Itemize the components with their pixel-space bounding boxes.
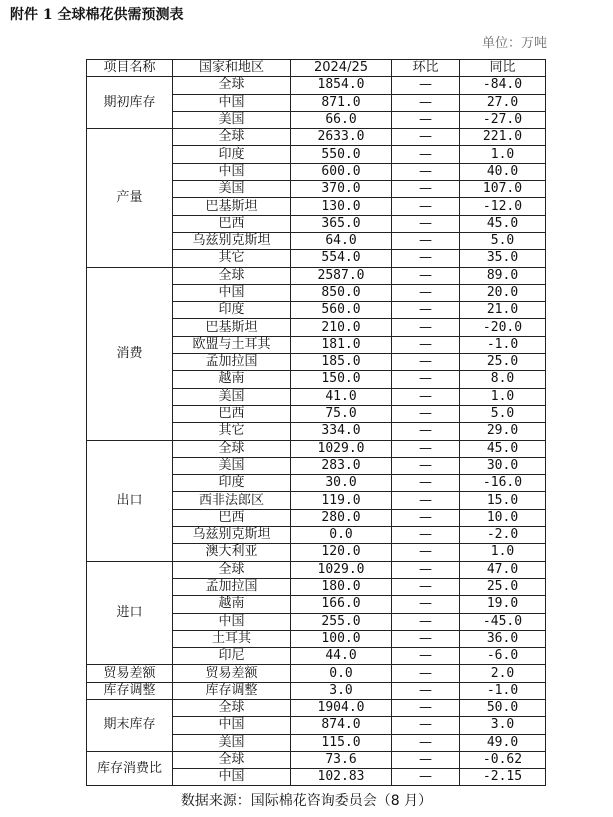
value-cell: 210.0 — [291, 319, 392, 336]
region-cell: 美国 — [173, 111, 291, 128]
mom-cell: — — [392, 665, 460, 682]
value-cell: 600.0 — [291, 163, 392, 180]
source-note: 数据来源：国际棉花咨询委员会（8 月） — [180, 793, 433, 809]
region-cell: 全球 — [173, 440, 291, 457]
region-cell: 中国 — [173, 163, 291, 180]
value-cell: 1854.0 — [291, 77, 392, 94]
region-cell: 欧盟与土耳其 — [173, 336, 291, 353]
mom-cell: — — [392, 250, 460, 267]
value-cell: 365.0 — [291, 215, 392, 232]
region-cell: 美国 — [173, 457, 291, 474]
region-cell: 巴基斯坦 — [173, 198, 291, 215]
mom-cell: — — [392, 769, 460, 786]
region-cell: 澳大利亚 — [173, 544, 291, 561]
value-cell: 0.0 — [291, 527, 392, 544]
value-cell: 66.0 — [291, 111, 392, 128]
region-cell: 中国 — [173, 613, 291, 630]
value-cell: 0.0 — [291, 665, 392, 682]
yoy-cell: 89.0 — [460, 267, 546, 284]
mom-cell: — — [392, 613, 460, 630]
mom-cell: — — [392, 475, 460, 492]
region-cell: 巴西 — [173, 215, 291, 232]
item-name-cell: 出口 — [87, 440, 173, 561]
mom-cell: — — [392, 284, 460, 301]
value-cell: 100.0 — [291, 630, 392, 647]
region-cell: 乌兹别克斯坦 — [173, 527, 291, 544]
yoy-cell: 221.0 — [460, 129, 546, 146]
value-cell: 120.0 — [291, 544, 392, 561]
mom-cell: — — [392, 77, 460, 94]
yoy-cell: 21.0 — [460, 302, 546, 319]
table-row — [87, 699, 546, 716]
mom-cell: — — [392, 630, 460, 647]
yoy-cell: 2.0 — [460, 665, 546, 682]
region-cell: 印度 — [173, 146, 291, 163]
table-row — [87, 665, 546, 682]
region-cell: 中国 — [173, 284, 291, 301]
yoy-cell: -12.0 — [460, 198, 546, 215]
region-cell: 孟加拉国 — [173, 354, 291, 371]
yoy-cell: 30.0 — [460, 457, 546, 474]
value-cell: 166.0 — [291, 596, 392, 613]
yoy-cell: 19.0 — [460, 596, 546, 613]
region-cell: 全球 — [173, 751, 291, 768]
yoy-cell: 5.0 — [460, 405, 546, 422]
table-body — [87, 77, 546, 786]
table-row — [87, 682, 546, 699]
mom-cell: — — [392, 578, 460, 595]
value-cell: 334.0 — [291, 423, 392, 440]
yoy-cell: 50.0 — [460, 699, 546, 716]
value-cell: 130.0 — [291, 198, 392, 215]
mom-cell: — — [392, 596, 460, 613]
table-row — [87, 751, 546, 768]
mom-cell: — — [392, 561, 460, 578]
yoy-cell: 45.0 — [460, 215, 546, 232]
value-cell: 44.0 — [291, 648, 392, 665]
region-cell: 西非法郎区 — [173, 492, 291, 509]
table-row — [87, 267, 546, 284]
cotton-supply-demand-table — [86, 59, 546, 786]
region-cell: 巴西 — [173, 405, 291, 422]
item-name-cell: 贸易差额 — [87, 665, 173, 682]
document-title: 附件 1 全球棉花供需预测表 — [10, 7, 184, 23]
region-cell: 巴西 — [173, 509, 291, 526]
yoy-cell: 8.0 — [460, 371, 546, 388]
value-cell: 550.0 — [291, 146, 392, 163]
yoy-cell: 10.0 — [460, 509, 546, 526]
value-cell: 181.0 — [291, 336, 392, 353]
value-cell: 871.0 — [291, 94, 392, 111]
item-name-cell: 库存消费比 — [87, 751, 173, 786]
mom-cell: — — [392, 232, 460, 249]
header-year-over-year: 同比 — [460, 60, 546, 77]
table-header-row — [87, 60, 546, 77]
region-cell: 印尼 — [173, 648, 291, 665]
value-cell: 73.6 — [291, 751, 392, 768]
mom-cell: — — [392, 734, 460, 751]
yoy-cell: 27.0 — [460, 94, 546, 111]
yoy-cell: 49.0 — [460, 734, 546, 751]
table-row — [87, 440, 546, 457]
header-month-over-month: 环比 — [392, 60, 460, 77]
region-cell: 全球 — [173, 77, 291, 94]
mom-cell: — — [392, 717, 460, 734]
value-cell: 102.83 — [291, 769, 392, 786]
mom-cell: — — [392, 527, 460, 544]
item-name-cell: 期初库存 — [87, 77, 173, 129]
yoy-cell: 20.0 — [460, 284, 546, 301]
yoy-cell: -45.0 — [460, 613, 546, 630]
yoy-cell: -2.0 — [460, 527, 546, 544]
mom-cell: — — [392, 336, 460, 353]
header-season: 2024/25 — [291, 60, 392, 77]
region-cell: 中国 — [173, 717, 291, 734]
mom-cell: — — [392, 388, 460, 405]
region-cell: 乌兹别克斯坦 — [173, 232, 291, 249]
value-cell: 185.0 — [291, 354, 392, 371]
region-cell: 中国 — [173, 769, 291, 786]
region-cell: 美国 — [173, 181, 291, 198]
value-cell: 75.0 — [291, 405, 392, 422]
region-cell: 美国 — [173, 734, 291, 751]
value-cell: 30.0 — [291, 475, 392, 492]
header-region: 国家和地区 — [173, 60, 291, 77]
value-cell: 283.0 — [291, 457, 392, 474]
region-cell: 印度 — [173, 475, 291, 492]
yoy-cell: 1.0 — [460, 544, 546, 561]
mom-cell: — — [392, 648, 460, 665]
region-cell: 中国 — [173, 94, 291, 111]
region-cell: 越南 — [173, 596, 291, 613]
mom-cell: — — [392, 544, 460, 561]
mom-cell: — — [392, 215, 460, 232]
yoy-cell: 3.0 — [460, 717, 546, 734]
value-cell: 3.0 — [291, 682, 392, 699]
region-cell: 全球 — [173, 699, 291, 716]
region-cell: 越南 — [173, 371, 291, 388]
value-cell: 554.0 — [291, 250, 392, 267]
region-cell: 全球 — [173, 561, 291, 578]
yoy-cell: -84.0 — [460, 77, 546, 94]
value-cell: 1029.0 — [291, 440, 392, 457]
value-cell: 560.0 — [291, 302, 392, 319]
value-cell: 41.0 — [291, 388, 392, 405]
mom-cell: — — [392, 111, 460, 128]
item-name-cell: 期末库存 — [87, 699, 173, 751]
value-cell: 119.0 — [291, 492, 392, 509]
region-cell: 其它 — [173, 250, 291, 267]
yoy-cell: 1.0 — [460, 388, 546, 405]
yoy-cell: -6.0 — [460, 648, 546, 665]
value-cell: 2633.0 — [291, 129, 392, 146]
mom-cell: — — [392, 440, 460, 457]
mom-cell: — — [392, 198, 460, 215]
yoy-cell: 1.0 — [460, 146, 546, 163]
region-cell: 土耳其 — [173, 630, 291, 647]
mom-cell: — — [392, 354, 460, 371]
mom-cell: — — [392, 405, 460, 422]
region-cell: 全球 — [173, 267, 291, 284]
yoy-cell: 29.0 — [460, 423, 546, 440]
yoy-cell: 35.0 — [460, 250, 546, 267]
yoy-cell: -27.0 — [460, 111, 546, 128]
yoy-cell: -2.15 — [460, 769, 546, 786]
region-cell: 巴基斯坦 — [173, 319, 291, 336]
item-name-cell: 库存调整 — [87, 682, 173, 699]
value-cell: 280.0 — [291, 509, 392, 526]
yoy-cell: -1.0 — [460, 682, 546, 699]
region-cell: 美国 — [173, 388, 291, 405]
value-cell: 1029.0 — [291, 561, 392, 578]
value-cell: 370.0 — [291, 181, 392, 198]
value-cell: 874.0 — [291, 717, 392, 734]
region-cell: 贸易差额 — [173, 665, 291, 682]
mom-cell: — — [392, 492, 460, 509]
yoy-cell: 25.0 — [460, 354, 546, 371]
item-name-cell: 产量 — [87, 129, 173, 267]
mom-cell: — — [392, 146, 460, 163]
yoy-cell: 15.0 — [460, 492, 546, 509]
region-cell: 印度 — [173, 302, 291, 319]
table-row — [87, 561, 546, 578]
yoy-cell: 47.0 — [460, 561, 546, 578]
value-cell: 180.0 — [291, 578, 392, 595]
value-cell: 2587.0 — [291, 267, 392, 284]
mom-cell: — — [392, 751, 460, 768]
mom-cell: — — [392, 457, 460, 474]
region-cell: 库存调整 — [173, 682, 291, 699]
mom-cell: — — [392, 423, 460, 440]
value-cell: 115.0 — [291, 734, 392, 751]
mom-cell: — — [392, 699, 460, 716]
value-cell: 1904.0 — [291, 699, 392, 716]
mom-cell: — — [392, 302, 460, 319]
yoy-cell: -16.0 — [460, 475, 546, 492]
value-cell: 64.0 — [291, 232, 392, 249]
mom-cell: — — [392, 94, 460, 111]
yoy-cell: 25.0 — [460, 578, 546, 595]
region-cell: 全球 — [173, 129, 291, 146]
mom-cell: — — [392, 509, 460, 526]
mom-cell: — — [392, 181, 460, 198]
region-cell: 其它 — [173, 423, 291, 440]
mom-cell: — — [392, 319, 460, 336]
yoy-cell: -0.62 — [460, 751, 546, 768]
yoy-cell: -1.0 — [460, 336, 546, 353]
yoy-cell: 45.0 — [460, 440, 546, 457]
mom-cell: — — [392, 682, 460, 699]
table-row — [87, 129, 546, 146]
yoy-cell: 36.0 — [460, 630, 546, 647]
mom-cell: — — [392, 163, 460, 180]
unit-label: 单位：万吨 — [481, 36, 547, 51]
table-row — [87, 77, 546, 94]
value-cell: 850.0 — [291, 284, 392, 301]
mom-cell: — — [392, 129, 460, 146]
yoy-cell: 5.0 — [460, 232, 546, 249]
yoy-cell: -20.0 — [460, 319, 546, 336]
yoy-cell: 107.0 — [460, 181, 546, 198]
item-name-cell: 进口 — [87, 561, 173, 665]
header-item: 项目名称 — [87, 60, 173, 77]
mom-cell: — — [392, 371, 460, 388]
item-name-cell: 消费 — [87, 267, 173, 440]
region-cell: 孟加拉国 — [173, 578, 291, 595]
mom-cell: — — [392, 267, 460, 284]
yoy-cell: 40.0 — [460, 163, 546, 180]
value-cell: 150.0 — [291, 371, 392, 388]
value-cell: 255.0 — [291, 613, 392, 630]
